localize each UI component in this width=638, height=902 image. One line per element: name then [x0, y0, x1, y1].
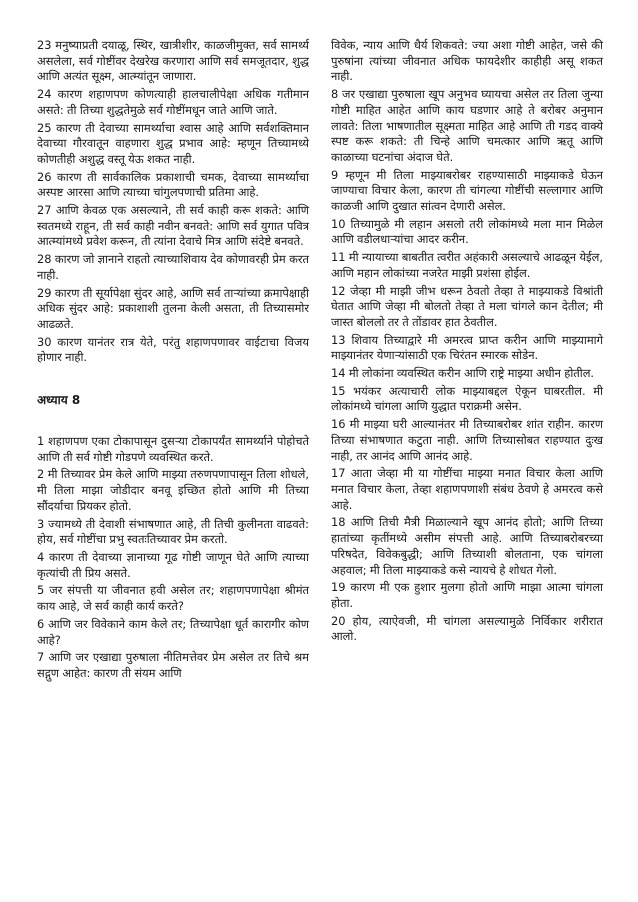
verse-8-5: 5 जर संपत्ती या जीवनात हवी असेल तर; शहाणपणापेक्षा श्रीमंत काय आहे, जे सर्व काही कार्य करते?	[37, 583, 309, 614]
verse-8-20: 20 होय, त्याऐवजी, मी चांगला असल्यामुळे निर्विकार शरीरात आलो.	[331, 613, 603, 644]
verse-8-19: 19 कारण मी एक हुशार मुलगा होतो आणि माझा आत्मा चांगला होता.	[331, 580, 603, 610]
verse-8-15: 15 भयंकर अत्याचारी लोक माझ्याबद्दल ऐकून घाबरतील. मी लोकांमध्ये चांगला आणि युद्धात पराक्रमी असेन.	[331, 383, 603, 414]
verse-7-27: 27 आणि केवळ एक असल्याने, ती सर्व काही करू शकते: आणि स्वतमध्ये राहून, ती सर्व काही नवीन बनवते: आणि सर्व युगात पवित्र आत्म्यांमध्ये प्रवेश करून, ती त्यांना देवाचे मित्र आणि संदेष्टे बनवते.	[37, 203, 309, 249]
left-column	[37, 38, 309, 684]
verse-7-29: 29 कारण ती सूर्यापेक्षा सुंदर आहे, आणि सर्व ताऱ्यांच्या क्रमापेक्षाही अधिक सुंदर आहे: प्रकाशाशी तुलना केली असता, ती तिच्यासमोर आढळते.	[37, 285, 309, 331]
verse-8-16: 16 मी माझ्या घरी आल्यानंतर मी तिच्याबरोबर शांत राहीन. कारण तिच्या संभाषणात कटुता नाही. आणि तिच्यासोबत राहण्यात दुःख नाही, तर आनंद आणि आनंद आहे.	[331, 417, 603, 463]
verse-7-28: 28 कारण जो ज्ञानाने राहतो त्याच्याशिवाय देव कोणावरही प्रेम करत नाही.	[37, 252, 309, 282]
verse-8-12: 12 जेव्हा मी माझी जीभ धरून ठेवतो तेव्हा ते माझ्याकडे विश्रांती घेतात आणि जेव्हा मी बोलतो तेव्हा ते मला चांगले कान देतील; मी जास्त बोललो तर ते तोंडावर हात ठेवतील.	[331, 283, 603, 329]
verse-7-24: 24 कारण शहाणपण कोणत्याही हालचालीपेक्षा अधिक गतीमान असते: ती तिच्या शुद्धतेमुळे सर्व गोष्टींमधून जाते आणि जाते.	[37, 87, 309, 117]
verse-8-1: 1 शहाणपण एका टोकापासून दुसऱ्या टोकापर्यंत सामर्थ्याने पोहोचते आणि ती सर्व गोष्टी गोडपणे व्यवस्थित करते.	[37, 434, 309, 464]
verse-8-18: 18 आणि तिची मैत्री मिळाल्याने खूप आनंद होतो; आणि तिच्या हातांच्या कृतींमध्ये असीम संपत्ती आहे. आणि तिच्याबरोबरच्या परिषदेत, विवेकबुद्धी; आणि तिच्याशी बोलताना, एक चांगला अहवाल; मी तिला माझ्याकडे कसे न्यायचे हे शोधत गेलो.	[331, 515, 603, 577]
right-column	[331, 38, 603, 647]
verse-7-30: 30 कारण यानंतर रात्र येते, परंतु शहाणपणावर वाईटाचा विजय होणार नाही.	[37, 334, 309, 365]
verse-8-3: 3 ज्यामध्ये ती देवाशी संभाषणात आहे, ती तिची कुलीनता वाढवते: होय, सर्व गोष्टींचा प्रभु स्वतःतिच्यावर प्रेम करतो.	[37, 516, 309, 547]
verse-8-13: 13 शिवाय तिच्याद्वारे मी अमरत्व प्राप्त करीन आणि माझ्यामागे माझ्यानंतर येणाऱ्यांसाठी एक चिरंतन स्मारक सोडेन.	[331, 332, 603, 363]
verse-8-6: 6 आणि जर विवेकाने काम केले तर; तिच्यापेक्षा धूर्त कारागीर कोण आहे?	[37, 616, 309, 647]
verse-8-11: 11 मी न्यायाच्या बाबतीत त्वरीत अहंकारी असल्याचे आढळून येईल, आणि महान लोकांच्या नजरेत माझी प्रशंसा होईल.	[331, 250, 603, 280]
verse-8-4: 4 कारण ती देवाच्या ज्ञानाच्या गूढ गोष्टी जाणून घेते आणि त्याच्या कृत्यांची ती प्रिय असते.	[37, 549, 309, 580]
verse-7-25: 25 कारण ती देवाच्या सामर्थ्याचा श्वास आहे आणि सर्वशक्तिमान देवाच्या गौरवातून वाहणारा शुद्ध प्रभाव आहे: म्हणून तिच्यामध्ये कोणतीही अशुद्ध वस्तू येऊ शकत नाही.	[37, 120, 309, 166]
verse-7-23: 23 मनुष्याप्रती दयाळू, स्थिर, खात्रीशीर, काळजीमुक्त, सर्व सामर्थ्य असलेला, सर्व गोष्टींवर देखरेख करणारा आणि सर्व समजूतदार, शुद्ध आणि अत्यंत सूक्ष्म, आत्म्यांतून जाणारा.	[37, 38, 309, 84]
verse-8-7-continued: विवेक, न्याय आणि धैर्य शिकवते: ज्या अशा गोष्टी आहेत, जसे की पुरुषांना त्यांच्या जीवनात अधिक फायदेशीर काहीही असू शकत नाही.	[331, 38, 603, 84]
verse-7-26: 26 कारण ती सार्वकालिक प्रकाशाची चमक, देवाच्या सामर्थ्याचा अस्पष्ट आरसा आणि त्याच्या चांगुलपणाची प्रतिमा आहे.	[37, 169, 309, 200]
verse-8-8: 8 जर एखाद्या पुरुषाला खूप अनुभव घ्यायचा असेल तर तिला जुन्या गोष्टी माहित आहेत आणि काय घडणार आहे ते बरोबर अनुमान लावते: तिला भाषणातील सूक्ष्मता माहित आहे आणि ती गडद वाक्ये स्पष्ट करू शकते: ती चिन्हे आणि चमत्कार आणि ऋतू आणि काळाच्या घटनांचा अंदाज घेते.	[331, 87, 603, 164]
verse-8-10: 10 तिच्यामुळे मी लहान असलो तरी लोकांमध्ये मला मान मिळेल आणि वडीलधाऱ्यांचा आदर करीन.	[331, 216, 603, 247]
verse-8-14: 14 मी लोकांना व्यवस्थित करीन आणि राष्ट्रे माझ्या अधीन होतील.	[331, 366, 595, 381]
chapter-heading: अध्याय 8	[37, 393, 81, 408]
verse-8-2: 2 मी तिच्यावर प्रेम केले आणि माझ्या तरुणपणापासून तिला शोधले, मी तिला माझा जोडीदार बनवू इच्छित होतो आणि मी तिच्या सौंदर्याचा प्रियकर होतो.	[37, 467, 309, 513]
verse-8-9: 9 म्हणून मी तिला माझ्याबरोबर राहण्यासाठी माझ्याकडे घेऊन जाण्याचा विचार केला, कारण ती चांगल्या गोष्टींची सल्लागार आणि काळजी आणि दुखात सांत्वन देणारी असेल.	[331, 167, 603, 214]
verse-8-7: 7 आणि जर एखाद्या पुरुषाला नीतिमत्तेवर प्रेम असेल तर तिचे श्रम सद्गुण आहेत: कारण ती संयम आणि	[37, 650, 309, 680]
verse-8-17: 17 आता जेव्हा मी या गोष्टींचा माझ्या मनात विचार केला आणि मनात विचार केला, तेव्हा शहाणपणाशी संबंध ठेवणे हे अमरत्व कसे आहे.	[331, 466, 603, 512]
